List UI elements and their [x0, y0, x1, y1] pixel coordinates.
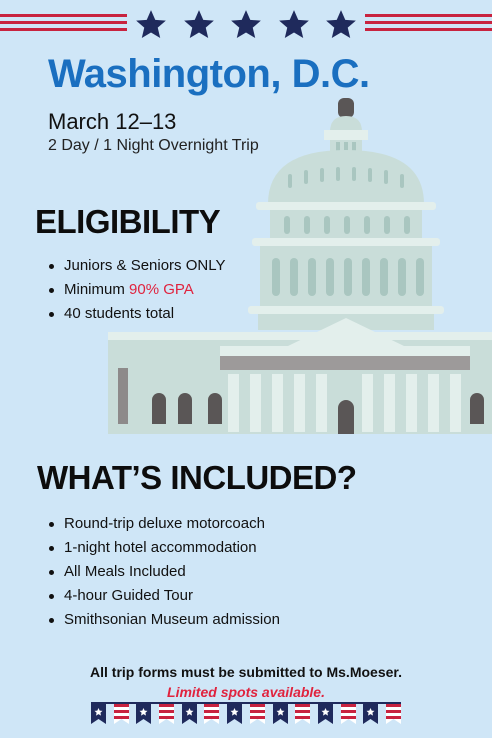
bunting-flag-icon: [159, 704, 174, 724]
bunting-flag-icon: [363, 704, 378, 724]
gpa-highlight: 90% GPA: [129, 281, 194, 298]
bunting-flag-icon: [295, 704, 310, 724]
bunting-flag-icon: [136, 704, 151, 724]
eligibility-list: [48, 257, 225, 329]
list-item: Smithsonian Museum admission: [48, 611, 280, 635]
trip-date: March 12–13: [48, 109, 177, 134]
submission-notice: All trip forms must be submitted to Ms.Moeser.: [90, 664, 402, 680]
list-item: Round-trip deluxe motorcoach: [48, 515, 280, 539]
limited-spots-note: Limited spots available.: [167, 684, 325, 700]
bunting-flag-icon: [250, 704, 265, 724]
bunting-flag-icon: [182, 704, 197, 724]
stars-row: [134, 6, 358, 42]
trip-subtitle: 2 Day / 1 Night Overnight Trip: [48, 137, 259, 154]
bunting-flag-icon: [318, 704, 333, 724]
page-title: Washington, D.C.: [48, 52, 370, 96]
list-item: 40 students total: [48, 305, 225, 329]
star-icon: [229, 8, 263, 41]
star-icon: [134, 8, 168, 41]
list-item: Minimum 90% GPA: [48, 281, 225, 305]
flag-stripes-right: [365, 14, 492, 36]
bunting-flag-icon: [204, 704, 219, 724]
list-item: Juniors & Seniors ONLY: [48, 257, 225, 281]
star-icon: [324, 8, 358, 41]
list-item: 1-night hotel accommodation: [48, 539, 280, 563]
bunting-flag-icon: [273, 704, 288, 724]
star-icon: [277, 8, 311, 41]
bunting-flag-icon: [91, 704, 106, 724]
bunting-flag-icon: [341, 704, 356, 724]
bunting: [91, 702, 401, 728]
bunting-flag-icon: [114, 704, 129, 724]
bunting-flag-icon: [227, 704, 242, 724]
list-item: All Meals Included: [48, 563, 280, 587]
bunting-flag-icon: [386, 704, 401, 724]
included-list: [48, 515, 280, 635]
star-icon: [182, 8, 216, 41]
included-heading: WHAT’S INCLUDED?: [37, 459, 357, 496]
eligibility-heading: ELIGIBILITY: [35, 203, 221, 240]
flag-stripes-left: [0, 14, 127, 36]
list-item: 4-hour Guided Tour: [48, 587, 280, 611]
